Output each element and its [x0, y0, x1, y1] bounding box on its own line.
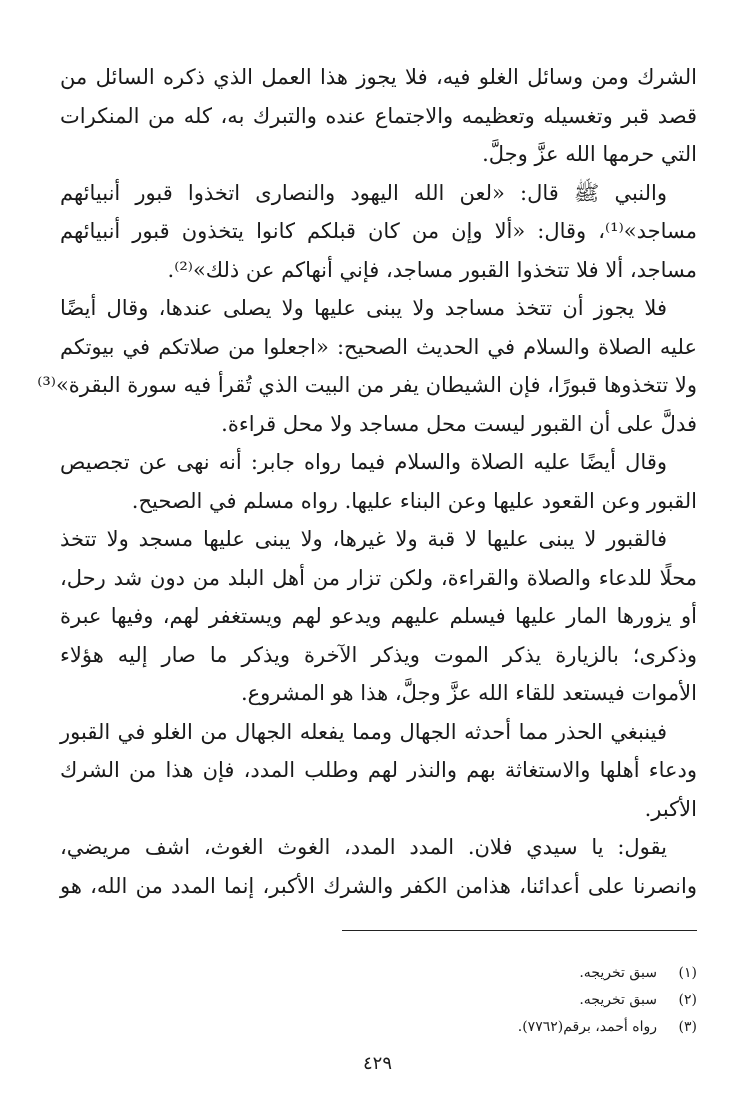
- text-line: الشرك ومن وسائل الغلو فيه، فلا يجوز هذا العمل الذي ذكره السائل من: [60, 65, 697, 89]
- text-line: ولا تتخذوها قبورًا، فإن الشيطان يفر من البيت الذي تُقرأ فيه سورة البقرة»⁽³⁾: [37, 373, 697, 397]
- footnote: [57, 960, 697, 987]
- text-line: فالقبور لا يبنى عليها لا قبة ولا غيرها، ولا يبنى عليها مسجد ولا تتخذ: [60, 527, 667, 551]
- text-line: قصد قبر وتغسيله وتعظيمه والاجتماع عنده والتبرك به، كله من المنكرات: [60, 103, 697, 128]
- text-line: محلًا للدعاء والصلاة والقراءة، ولكن تزار من أهل البلد من دون شد رحل،: [60, 565, 697, 590]
- footnote: [57, 1014, 697, 1041]
- text-line: مساجد»⁽¹⁾، وقال: «ألا وإن من كان قبلكم كانوا يتخذون قبور أنبيائهم: [60, 219, 697, 243]
- document-body: [37, 58, 697, 905]
- footnote-number: (٣): [678, 1019, 697, 1035]
- text-line: مساجد، ألا فلا تتخذوا القبور مساجد، فإني أنهاكم عن ذلك»⁽²⁾.: [167, 257, 697, 282]
- text-line: وانصرنا على أعدائنا، هذامن الكفر والشرك الأكبر، إنما المدد من الله، هو: [60, 873, 697, 898]
- text-line: الأموات فيستعد للقاء الله عزَّ وجلَّ، هذا هو المشروع.: [240, 681, 697, 705]
- text-line: ودعاء أهلها والاستغاثة بهم والنذر لهم وطلب المدد، فإن هذا من الشرك: [60, 758, 697, 782]
- footnote: [57, 987, 697, 1014]
- footnotes: [57, 960, 697, 1041]
- text-line: وقال أيضًا عليه الصلاة والسلام فيما رواه جابر: أنه نهى عن تجصيص: [60, 450, 667, 474]
- text-line: فينبغي الحذر مما أحدثه الجهال ومما يفعله الجهال من الغلو في القبور: [60, 719, 667, 744]
- footnote-separator: [342, 930, 697, 931]
- text-line: وذكرى؛ بالزيارة يذكر الموت ويذكر الآخرة ويذكر ما صار إليه هؤلاء: [60, 642, 697, 667]
- text-line: فدلَّ على أن القبور ليست محل مساجد ولا محل قراءة.: [221, 411, 697, 436]
- text-line: يقول: يا سيدي فلان. المدد المدد، الغوث الغوث، اشف مريضي،: [60, 835, 667, 859]
- text-line: التي حرمها الله عزَّ وجلَّ.: [482, 142, 697, 166]
- text-line: والنبي ﷺ قال: «لعن الله اليهود والنصارى اتخذوا قبور أنبيائهم: [60, 180, 667, 205]
- footnote-text: سبق تخريجه.: [579, 965, 657, 981]
- page-number: ٤٢٩: [362, 1053, 392, 1074]
- text-line: الأكبر.: [644, 796, 697, 821]
- text-line: القبور وعن القعود عليها وعن البناء عليها. رواه مسلم في الصحيح.: [131, 488, 697, 513]
- footnote-number: (٢): [678, 992, 697, 1008]
- text-line: فلا يجوز أن تتخذ مساجد ولا يبنى عليها ولا يصلى عندها، وقال أيضًا: [60, 296, 667, 320]
- text-line: عليه الصلاة والسلام في الحديث الصحيح: «اجعلوا من صلاتكم في بيوتكم: [60, 334, 697, 359]
- footnote-text: سبق تخريجه.: [579, 992, 657, 1008]
- footnote-number: (١): [678, 965, 697, 981]
- text-line: أو يزورها المار عليها فيسلم عليهم ويدعو لهم ويستغفر لهم، وفيها عبرة: [60, 604, 697, 628]
- footnote-text: رواه أحمد، برقم(٧٧٦٢).: [517, 1019, 657, 1035]
